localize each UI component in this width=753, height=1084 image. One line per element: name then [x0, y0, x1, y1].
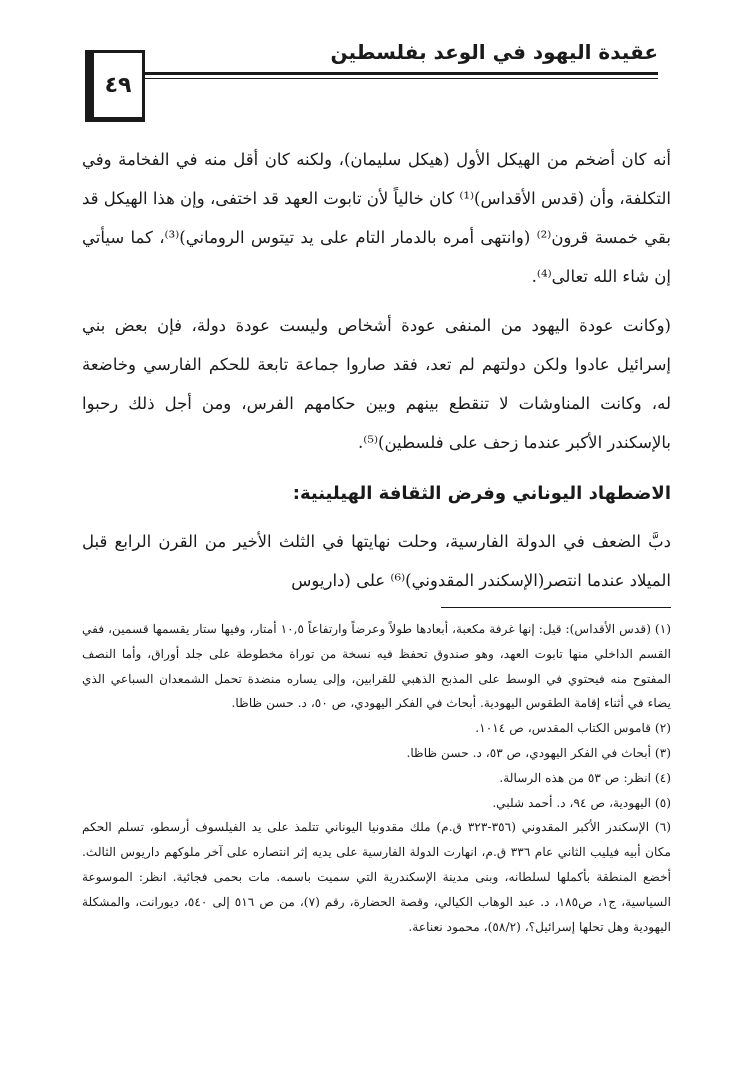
page-number-box	[85, 50, 145, 122]
footnote-2: (٢) قاموس الكتاب المقدس، ص ١٠١٤.	[475, 721, 671, 736]
page-header	[85, 40, 658, 120]
footnote-3: (٣) أبحاث في الفكر اليهودي، ص ٥٣، د. حسن ظاظا.	[406, 745, 671, 760]
page-number: ٤٩	[104, 72, 132, 98]
running-title: عقيدة اليهود في الوعد بفلسطين	[330, 40, 658, 64]
footnote-5: (٥) اليهودية، ص ٩٤، د. أحمد شلبي.	[492, 795, 671, 810]
footnotes-list	[82, 617, 671, 939]
footnote-4: (٤) انظر: ص ٥٣ من هذه الرسالة.	[499, 770, 671, 785]
footnote-separator	[441, 607, 671, 608]
paragraph-3: دبَّ الضعف في الدولة الفارسية، وحلت نهايتها في الثلث الأخير من القرن الرابع قبل الميلاد عندما انتصر(الإسكندر المقدوني)⁽⁶⁾ على (داريوس	[82, 532, 671, 590]
main-text	[82, 140, 671, 600]
footnote-1: (١) (قدس الأقداس): قيل: إنها غرفة مكعبة، أبعادها طولاً وعرضاً وارتفاعاً ١٠,٥ أمتار، وفيها ستار يقسمها قسمين، ففي القسم الداخلي منها تابوت العهد، وهو صندوق تحفظ فيه نسخة من توراة مخطوطة على جلد أوراق، وأما النصف المفتوح منه فيحتوي في الوسط على المذبح الذهبي للقرابين، وإلى يساره منضدة تحمل الشمعدان السباعي الذي يضاء في أثناء إقامة الطقوس اليهودية. أبحاث في الفكر اليهودي، ص ٥٠، د. حسن ظاظا.	[82, 622, 671, 711]
paragraph-1: أنه كان أضخم من الهيكل الأول (هيكل سليمان)، ولكنه كان أقل منه في الفخامة وفي التكلفة، وأن (قدس الأقداس)⁽¹⁾ كان خالياً لأن تابوت العهد قد اختفى، وإن هذا الهيكل قد بقي خمسة قرون⁽²⁾ (وانتهى أمره بالدمار التام على يد تيتوس الروماني)⁽³⁾، كما سيأتي إن شاء الله تعالى⁽⁴⁾.	[82, 150, 671, 286]
footnote-6: (٦) الإسكندر الأكبر المقدوني (٣٥٦-٣٢٣ ق.م) ملك مقدونيا اليوناني تتلمذ على يد الفيلسوف أرسطو، تسلم الحكم مكان أبيه فيليب الثاني عام ٣٣٦ ق.م، انهارت الدولة الفارسية على يديه إثر انتصاره على آخر ملوكهم داريوس الثالث. أخضع المنطقة بأكملها لسلطانه، وبنى مدينة الإسكندرية التي سميت باسمه. مات بحمى فجائية. انظر: الموسوعة السياسية، ج١، ص١٨٥، د. عبد الوهاب الكيالي، وقصة الحضارة، رقم (٧)، من ص ٥١٦ إلى ٥٤٠، ديورانت، والمشكلة اليهودية وهل تحلها إسرائيل؟، (٥٨/٢)، محمود نعناعة.	[82, 820, 671, 934]
paragraph-2: (وكانت عودة اليهود من المنفى عودة أشخاص وليست عودة دولة، فإن بعض بني إسرائيل عادوا ولكن دولتهم لم تعد، فقد صاروا جماعة تابعة للحكم الفارسي وخاضعة له، وكانت المناوشات لا تنقطع بينهم وبين حكامهم الفرس، ومن أجل ذلك رحبوا بالإسكندر الأكبر عندما زحف على فلسطين)⁽⁵⁾.	[82, 316, 671, 452]
header-rule-thin	[143, 78, 658, 79]
section-heading: الاضطهاد اليوناني وفرض الثقافة الهيلينية:	[292, 483, 671, 504]
header-rule-thick	[143, 72, 658, 75]
